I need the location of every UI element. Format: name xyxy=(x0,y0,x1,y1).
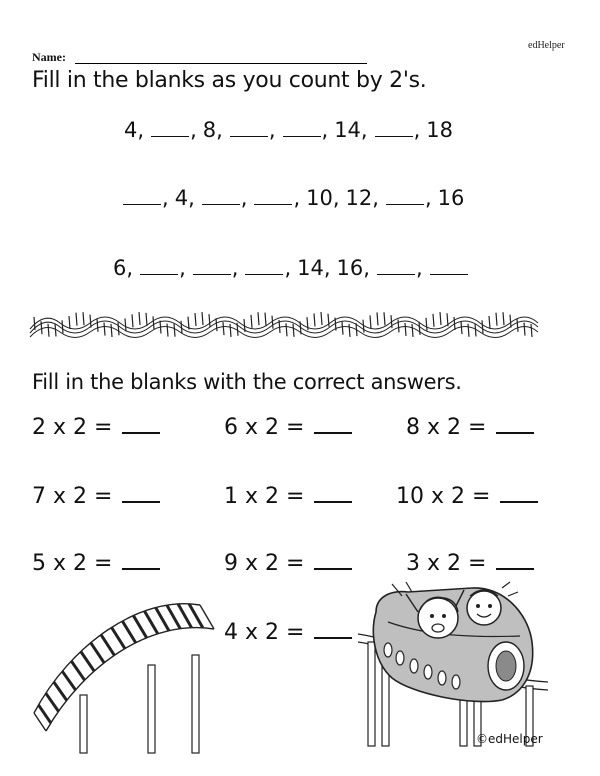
answer-blank[interactable] xyxy=(122,552,160,570)
track-tie xyxy=(146,313,147,326)
track-tie xyxy=(503,312,504,325)
track-tie xyxy=(293,324,294,337)
comma: , xyxy=(126,256,134,280)
track-tie xyxy=(97,319,98,332)
track-tie xyxy=(111,324,112,337)
sequence-blank[interactable] xyxy=(193,258,231,275)
track-tie xyxy=(55,323,56,336)
sequence-blank[interactable] xyxy=(375,120,413,137)
sequence-row-1 xyxy=(124,118,453,142)
track-tie xyxy=(433,314,434,327)
comma: , xyxy=(188,186,195,210)
track-tie xyxy=(144,611,157,634)
track-tie xyxy=(112,627,125,648)
track-tie xyxy=(405,323,406,336)
comma: , xyxy=(190,118,197,142)
sequence-number: 8 xyxy=(202,118,217,142)
comma: , xyxy=(231,256,239,280)
track-tie xyxy=(321,312,322,325)
track-tie xyxy=(69,316,70,329)
problem-4x2 xyxy=(224,620,352,645)
problem-1x2 xyxy=(224,484,352,509)
track-tie xyxy=(83,312,84,325)
track-tie xyxy=(156,608,169,631)
track-tie xyxy=(62,320,63,333)
track-tie xyxy=(307,317,308,330)
sequence-blank[interactable] xyxy=(386,188,424,205)
track-tie xyxy=(48,324,49,337)
problem-8x2 xyxy=(406,415,534,440)
track-tie xyxy=(71,661,84,680)
track-tie xyxy=(139,312,140,325)
answer-blank[interactable] xyxy=(314,621,352,639)
track-tie xyxy=(46,693,59,711)
sequence-blank[interactable] xyxy=(254,188,292,205)
track-tie xyxy=(237,323,238,336)
track-tie xyxy=(342,322,343,335)
answer-blank[interactable] xyxy=(496,416,534,434)
name-label: Name: xyxy=(32,50,66,64)
track-tie xyxy=(412,324,413,337)
track-tie xyxy=(230,324,231,337)
problem-text: 3 x 2 = xyxy=(406,551,487,576)
track-tie xyxy=(132,314,133,327)
track-tie xyxy=(38,705,50,723)
track-tie xyxy=(489,316,490,329)
problem-text: 5 x 2 = xyxy=(32,551,113,576)
track-tie xyxy=(454,317,455,330)
comma: , xyxy=(413,118,421,142)
track-tie xyxy=(167,324,168,337)
sequence-blank[interactable] xyxy=(245,258,283,275)
brand-label: edHelper xyxy=(528,40,565,51)
track-tie xyxy=(440,312,441,325)
problem-text: 4 x 2 = xyxy=(224,620,305,645)
track-tie xyxy=(510,315,511,328)
track-tie xyxy=(167,605,180,628)
track-tie xyxy=(216,318,217,331)
problem-text: 10 x 2 = xyxy=(396,484,491,509)
track-tie xyxy=(496,313,497,326)
comma: , xyxy=(284,256,292,280)
track-tie xyxy=(363,320,364,333)
sequence-number: 16 xyxy=(336,256,364,280)
answer-blank[interactable] xyxy=(496,552,534,570)
track-tie xyxy=(223,322,224,335)
problem-3x2 xyxy=(406,551,534,576)
track-tie xyxy=(475,323,476,336)
comma: , xyxy=(137,118,145,142)
track-tie xyxy=(202,312,203,325)
sequence-blank[interactable] xyxy=(202,188,240,205)
track-tie xyxy=(398,319,399,332)
track-tie xyxy=(81,652,94,672)
track-tie xyxy=(426,318,427,331)
track-tie xyxy=(91,643,104,663)
sequence-blank[interactable] xyxy=(430,258,468,275)
roller-coaster-track-divider-icon xyxy=(30,305,538,339)
problem-text: 8 x 2 = xyxy=(406,415,487,440)
track-tie xyxy=(349,324,350,337)
problem-10x2 xyxy=(396,484,538,509)
answer-blank[interactable] xyxy=(500,485,538,503)
kids-in-coaster-car-icon xyxy=(352,582,552,748)
track-tie xyxy=(384,312,385,325)
comma: , xyxy=(372,186,379,210)
copyright-label: ©edHelper xyxy=(476,732,543,746)
sequence-number: 16 xyxy=(437,186,465,210)
comma: , xyxy=(321,118,329,142)
sequence-row-3 xyxy=(113,256,469,280)
track-tie xyxy=(133,616,146,638)
comma: , xyxy=(240,186,248,210)
sequence-number: 4 xyxy=(174,186,189,210)
sequence-number: 6 xyxy=(113,256,127,280)
answer-blank[interactable] xyxy=(122,416,160,434)
comma: , xyxy=(360,118,368,142)
track-tie xyxy=(272,316,273,329)
problem-text: 7 x 2 = xyxy=(32,484,113,509)
track-tie xyxy=(160,321,161,334)
comma: , xyxy=(216,118,223,142)
sequence-number: 14 xyxy=(297,256,324,280)
sequence-number: 18 xyxy=(426,118,454,142)
comma: , xyxy=(415,256,423,280)
sequence-blank[interactable] xyxy=(123,188,161,205)
track-tie xyxy=(90,315,91,328)
comma: , xyxy=(268,118,276,142)
track-tie xyxy=(62,671,75,690)
track-tie xyxy=(104,323,105,336)
track-tie xyxy=(195,313,196,326)
track-tie xyxy=(482,320,483,333)
roller-coaster-track-icon xyxy=(30,585,220,755)
track-tie xyxy=(153,316,154,329)
track-tie xyxy=(174,324,175,337)
track-tie xyxy=(251,315,252,328)
track-tie xyxy=(258,312,259,325)
track-tie xyxy=(447,313,448,326)
track-tie xyxy=(461,321,462,334)
instruction-count-by-twos: Fill in the blanks as you count by 2's. xyxy=(32,68,427,93)
track-tie xyxy=(209,314,210,327)
sequence-number: 10 xyxy=(306,186,333,210)
problem-text: 9 x 2 = xyxy=(224,551,305,576)
name-line[interactable] xyxy=(75,63,367,64)
track-tie xyxy=(419,322,420,335)
track-tie xyxy=(181,321,182,334)
track-tie xyxy=(286,323,287,336)
problem-text: 2 x 2 = xyxy=(32,415,113,440)
comma: , xyxy=(293,186,301,210)
problem-6x2 xyxy=(224,415,352,440)
track-tie xyxy=(468,324,469,337)
answer-blank[interactable] xyxy=(314,416,352,434)
answer-blank[interactable] xyxy=(314,485,352,503)
sequence-blank[interactable] xyxy=(283,120,321,137)
track-tie xyxy=(524,323,525,336)
track-tie xyxy=(76,313,77,326)
comma: , xyxy=(332,186,340,210)
problem-5x2 xyxy=(32,551,160,576)
comma: , xyxy=(424,186,432,210)
sequence-row-2 xyxy=(122,186,464,210)
problem-7x2 xyxy=(32,484,160,509)
problem-text: 1 x 2 = xyxy=(224,484,305,509)
sequence-blank[interactable] xyxy=(230,120,268,137)
problem-2x2 xyxy=(32,415,160,440)
track-tie xyxy=(265,313,266,326)
track-tie xyxy=(118,322,119,335)
sequence-blank[interactable] xyxy=(151,120,189,137)
sequence-blank[interactable] xyxy=(377,258,415,275)
sequence-number: 12 xyxy=(345,186,373,210)
track-tie xyxy=(54,682,67,700)
problem-text: 6 x 2 = xyxy=(224,415,305,440)
track-tie xyxy=(101,635,114,656)
comma: , xyxy=(323,256,331,280)
sequence-blank[interactable] xyxy=(140,258,178,275)
sequence-number: 4 xyxy=(124,118,138,142)
answer-blank[interactable] xyxy=(314,552,352,570)
sequence-number: 14 xyxy=(334,118,361,142)
track-tie xyxy=(517,319,518,332)
track-tie xyxy=(531,324,532,337)
comma: , xyxy=(363,256,370,280)
answer-blank[interactable] xyxy=(122,485,160,503)
track-tie xyxy=(122,621,135,643)
track-tie xyxy=(314,313,315,326)
problem-9x2 xyxy=(224,551,352,576)
instruction-multiplication: Fill in the blanks with the correct answers. xyxy=(32,370,462,394)
comma: , xyxy=(179,256,186,280)
comma: , xyxy=(162,186,169,210)
track-tie xyxy=(370,315,371,328)
track-tie xyxy=(125,318,126,331)
track-tie xyxy=(377,312,378,325)
